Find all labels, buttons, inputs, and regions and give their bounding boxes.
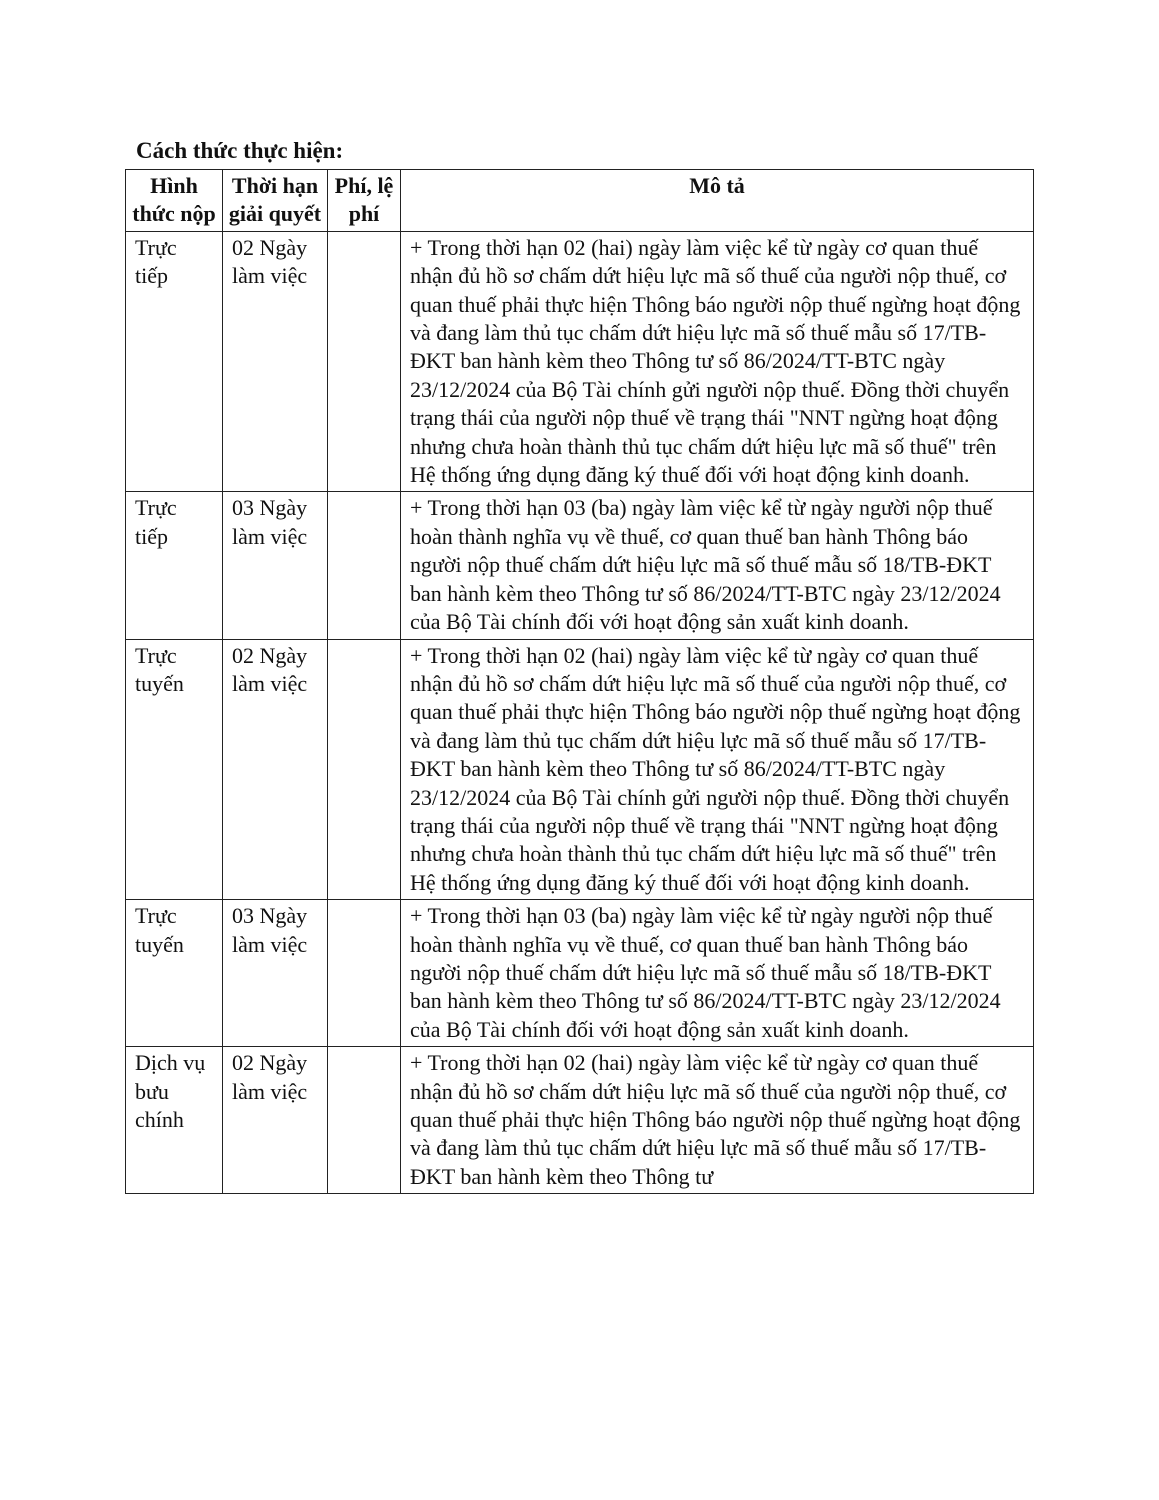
- header-method: Hình thức nộp: [126, 170, 223, 232]
- cell-fee: [328, 492, 401, 639]
- cell-description: + Trong thời hạn 02 (hai) ngày làm việc kể từ ngày cơ quan thuế nhận đủ hồ sơ chấm dứt hiệu lực mã số thuế của người nộp thuế, cơ quan thuế phải thực hiện Thông báo người nộp thuế ngừng hoạt động và đang làm thủ tục chấm dứt hiệu lực mã số thuế mẫu số 17/TB- ĐKT ban hành kèm theo Thông tư: [401, 1047, 1034, 1194]
- cell-fee: [328, 231, 401, 492]
- table-row: [126, 639, 1034, 900]
- cell-time: 03 Ngày làm việc: [223, 492, 328, 639]
- cell-description: + Trong thời hạn 03 (ba) ngày làm việc kể từ ngày người nộp thuế hoàn thành nghĩa vụ về thuế, cơ quan thuế ban hành Thông báo người nộp thuế chấm dứt hiệu lực mã số thuế mẫu số 18/TB-ĐKT ban hành kèm theo Thông tư số 86/2024/TT-BTC ngày 23/12/2024 của Bộ Tài chính đối với hoạt động sản xuất kinh doanh.: [401, 492, 1034, 639]
- cell-description: + Trong thời hạn 03 (ba) ngày làm việc kể từ ngày người nộp thuế hoàn thành nghĩa vụ về thuế, cơ quan thuế ban hành Thông báo người nộp thuế chấm dứt hiệu lực mã số thuế mẫu số 18/TB-ĐKT ban hành kèm theo Thông tư số 86/2024/TT-BTC ngày 23/12/2024 của Bộ Tài chính đối với hoạt động sản xuất kinh doanh.: [401, 900, 1034, 1047]
- cell-method: Trực tuyến: [126, 900, 223, 1047]
- header-time: Thời hạn giải quyết: [223, 170, 328, 232]
- cell-description: + Trong thời hạn 02 (hai) ngày làm việc kể từ ngày cơ quan thuế nhận đủ hồ sơ chấm dứt hiệu lực mã số thuế của người nộp thuế, cơ quan thuế phải thực hiện Thông báo người nộp thuế ngừng hoạt động và đang làm thủ tục chấm dứt hiệu lực mã số thuế mẫu số 17/TB- ĐKT ban hành kèm theo Thông tư số 86/2024/TT-BTC ngày 23/12/2024 của Bộ Tài chính gửi người nộp thuế. Đồng thời chuyển trạng thái của người nộp thuế về trạng thái "NNT ngừng hoạt động nhưng chưa hoàn thành thủ tục chấm dứt hiệu lực mã số thuế" trên Hệ thống ứng dụng đăng ký thuế đối với hoạt động kinh doanh.: [401, 639, 1034, 900]
- cell-fee: [328, 1047, 401, 1194]
- cell-time: 02 Ngày làm việc: [223, 1047, 328, 1194]
- cell-method: Dịch vụ bưu chính: [126, 1047, 223, 1194]
- cell-fee: [328, 900, 401, 1047]
- table-row: [126, 492, 1034, 639]
- section-title: Cách thức thực hiện:: [136, 138, 344, 163]
- cell-method: Trực tiếp: [126, 492, 223, 639]
- table-header-row: [126, 170, 1034, 232]
- cell-fee: [328, 639, 401, 900]
- header-description: Mô tả: [401, 170, 1034, 232]
- header-fee: Phí, lệ phí: [328, 170, 401, 232]
- cell-time: 02 Ngày làm việc: [223, 639, 328, 900]
- table-row: [126, 900, 1034, 1047]
- table-row: [126, 231, 1034, 492]
- cell-description: + Trong thời hạn 02 (hai) ngày làm việc kể từ ngày cơ quan thuế nhận đủ hồ sơ chấm dứt hiệu lực mã số thuế của người nộp thuế, cơ quan thuế phải thực hiện Thông báo người nộp thuế ngừng hoạt động và đang làm thủ tục chấm dứt hiệu lực mã số thuế mẫu số 17/TB- ĐKT ban hành kèm theo Thông tư số 86/2024/TT-BTC ngày 23/12/2024 của Bộ Tài chính gửi người nộp thuế. Đồng thời chuyển trạng thái của người nộp thuế về trạng thái "NNT ngừng hoạt động nhưng chưa hoàn thành thủ tục chấm dứt hiệu lực mã số thuế" trên Hệ thống ứng dụng đăng ký thuế đối với hoạt động kinh doanh.: [401, 231, 1034, 492]
- cell-method: Trực tiếp: [126, 231, 223, 492]
- cell-time: 02 Ngày làm việc: [223, 231, 328, 492]
- procedure-table: [125, 169, 1034, 1194]
- table-row: [126, 1047, 1034, 1194]
- cell-time: 03 Ngày làm việc: [223, 900, 328, 1047]
- cell-method: Trực tuyến: [126, 639, 223, 900]
